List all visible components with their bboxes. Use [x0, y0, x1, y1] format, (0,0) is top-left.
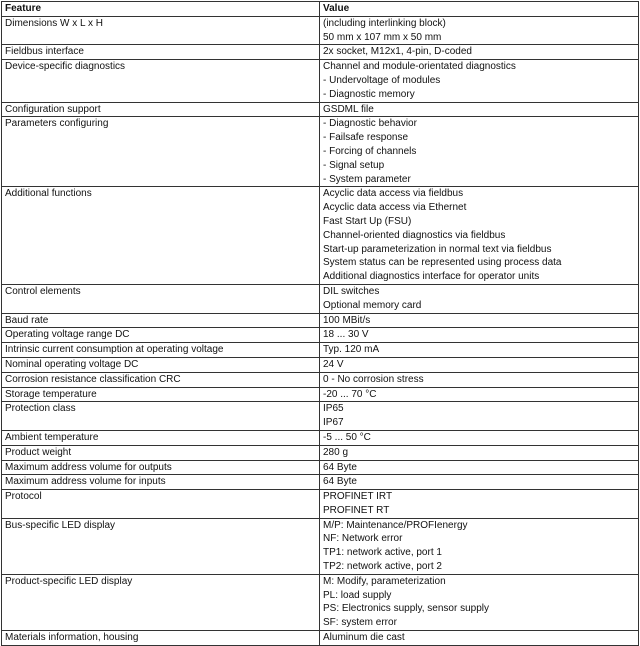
value-line: IP65: [323, 403, 344, 415]
value-line: - Undervoltage of modules: [323, 74, 441, 86]
table-row: [2, 357, 639, 372]
value-line: Optional memory card: [323, 299, 422, 311]
feature-cell: Bus-specific LED display: [2, 518, 320, 574]
value-line: DIL switches: [323, 285, 380, 297]
feature-cell: Operating voltage range DC: [2, 328, 320, 343]
value-line: - Diagnostic behavior: [323, 118, 417, 130]
value-line: 2x socket, M12x1, 4-pin, D-coded: [323, 46, 472, 58]
value-line: SF: system error: [323, 617, 397, 629]
value-line: Typ. 120 mA: [323, 344, 380, 356]
feature-cell: Control elements: [2, 284, 320, 313]
value-line: PS: Electronics supply, sensor supply: [323, 603, 490, 615]
value-line: Channel and module-orientated diagnostics: [323, 61, 516, 73]
feature-cell: Configuration support: [2, 102, 320, 117]
value-line: Channel-oriented diagnostics via fieldbus: [323, 229, 506, 241]
value-cell: [320, 475, 639, 490]
table-row: [2, 313, 639, 328]
value-cell: [320, 284, 639, 313]
value-cell: [320, 490, 639, 519]
table-row: [2, 117, 639, 187]
value-line: PROFINET IRT: [323, 491, 393, 503]
value-line: PROFINET RT: [323, 504, 390, 516]
table-row: [2, 284, 639, 313]
value-line: Fast Start Up (FSU): [323, 215, 412, 227]
value-line: GSDML file: [323, 103, 374, 115]
value-cell: [320, 102, 639, 117]
value-line: 100 MBit/s: [323, 314, 371, 326]
table-row: [2, 45, 639, 60]
table-row: [2, 60, 639, 102]
feature-cell: Dimensions W x L x H: [2, 16, 320, 45]
table-row: [2, 445, 639, 460]
feature-cell: Protocol: [2, 490, 320, 519]
value-line: 280 g: [323, 446, 349, 458]
feature-cell: Corrosion resistance classification CRC: [2, 372, 320, 387]
value-cell: [320, 387, 639, 402]
value-cell: [320, 187, 639, 285]
value-cell: [320, 60, 639, 102]
table-row: [2, 16, 639, 45]
table-row: [2, 475, 639, 490]
feature-cell: Product weight: [2, 445, 320, 460]
value-line: M/P: Maintenance/PROFIenergy: [323, 519, 468, 531]
value-line: Acyclic data access via Ethernet: [323, 202, 467, 214]
value-cell: [320, 518, 639, 574]
table-row: [2, 372, 639, 387]
table-header-row: [2, 2, 639, 17]
value-line: IP67: [323, 417, 344, 429]
value-line: Acyclic data access via fieldbus: [323, 188, 464, 200]
value-line: TP1: network active, port 1: [323, 547, 442, 559]
value-line: PL: load supply: [323, 589, 392, 601]
value-cell: [320, 313, 639, 328]
table-row: [2, 490, 639, 519]
value-line: -20 ... 70 °C: [323, 388, 377, 400]
feature-cell: Ambient temperature: [2, 430, 320, 445]
value-cell: [320, 357, 639, 372]
feature-cell: Materials information, housing: [2, 631, 320, 646]
value-line: 18 ... 30 V: [323, 329, 369, 341]
table-body: [2, 16, 639, 645]
value-line: (including interlinking block): [323, 17, 446, 29]
table-row: [2, 402, 639, 431]
value-line: 50 mm x 107 mm x 50 mm: [323, 31, 442, 43]
spec-table: [1, 1, 639, 646]
value-line: System status can be represented using process data: [323, 257, 562, 269]
value-line: - Forcing of channels: [323, 145, 417, 157]
value-line: - Diagnostic memory: [323, 88, 415, 100]
table-row: [2, 574, 639, 630]
value-line: Aluminum die cast: [323, 632, 405, 644]
feature-cell: Parameters configuring: [2, 117, 320, 187]
feature-cell: Maximum address volume for inputs: [2, 475, 320, 490]
feature-cell: Product-specific LED display: [2, 574, 320, 630]
feature-cell: Nominal operating voltage DC: [2, 357, 320, 372]
feature-cell: Baud rate: [2, 313, 320, 328]
value-line: 0 - No corrosion stress: [323, 373, 424, 385]
feature-cell: Intrinsic current consumption at operating voltage: [2, 343, 320, 358]
column-header-value: Value: [320, 2, 639, 17]
value-cell: [320, 117, 639, 187]
table-row: [2, 387, 639, 402]
value-cell: [320, 430, 639, 445]
value-cell: [320, 402, 639, 431]
table-row: [2, 518, 639, 574]
value-cell: [320, 460, 639, 475]
value-line: - Failsafe response: [323, 132, 409, 144]
value-line: -5 ... 50 °C: [323, 431, 371, 443]
value-line: M: Modify, parameterization: [323, 575, 446, 587]
value-line: 64 Byte: [323, 461, 357, 473]
value-cell: [320, 574, 639, 630]
value-cell: [320, 445, 639, 460]
value-cell: [320, 343, 639, 358]
table-row: [2, 187, 639, 285]
table-row: [2, 460, 639, 475]
value-cell: [320, 45, 639, 60]
feature-cell: Fieldbus interface: [2, 45, 320, 60]
value-line: Additional diagnostics interface for operator units: [323, 271, 540, 283]
value-cell: [320, 16, 639, 45]
feature-cell: Protection class: [2, 402, 320, 431]
value-line: NF: Network error: [323, 533, 403, 545]
value-cell: [320, 328, 639, 343]
value-line: TP2: network active, port 2: [323, 561, 442, 573]
table-row: [2, 102, 639, 117]
feature-cell: Device-specific diagnostics: [2, 60, 320, 102]
value-line: 64 Byte: [323, 476, 357, 488]
value-line: 24 V: [323, 358, 344, 370]
feature-cell: Additional functions: [2, 187, 320, 285]
table-row: [2, 430, 639, 445]
table-row: [2, 328, 639, 343]
column-header-feature: Feature: [2, 2, 320, 17]
value-line: Start-up parameterization in normal text via fieldbus: [323, 243, 552, 255]
value-cell: [320, 372, 639, 387]
table-row: [2, 343, 639, 358]
feature-cell: Storage temperature: [2, 387, 320, 402]
value-line: - System parameter: [323, 173, 411, 185]
feature-cell: Maximum address volume for outputs: [2, 460, 320, 475]
value-line: - Signal setup: [323, 159, 385, 171]
